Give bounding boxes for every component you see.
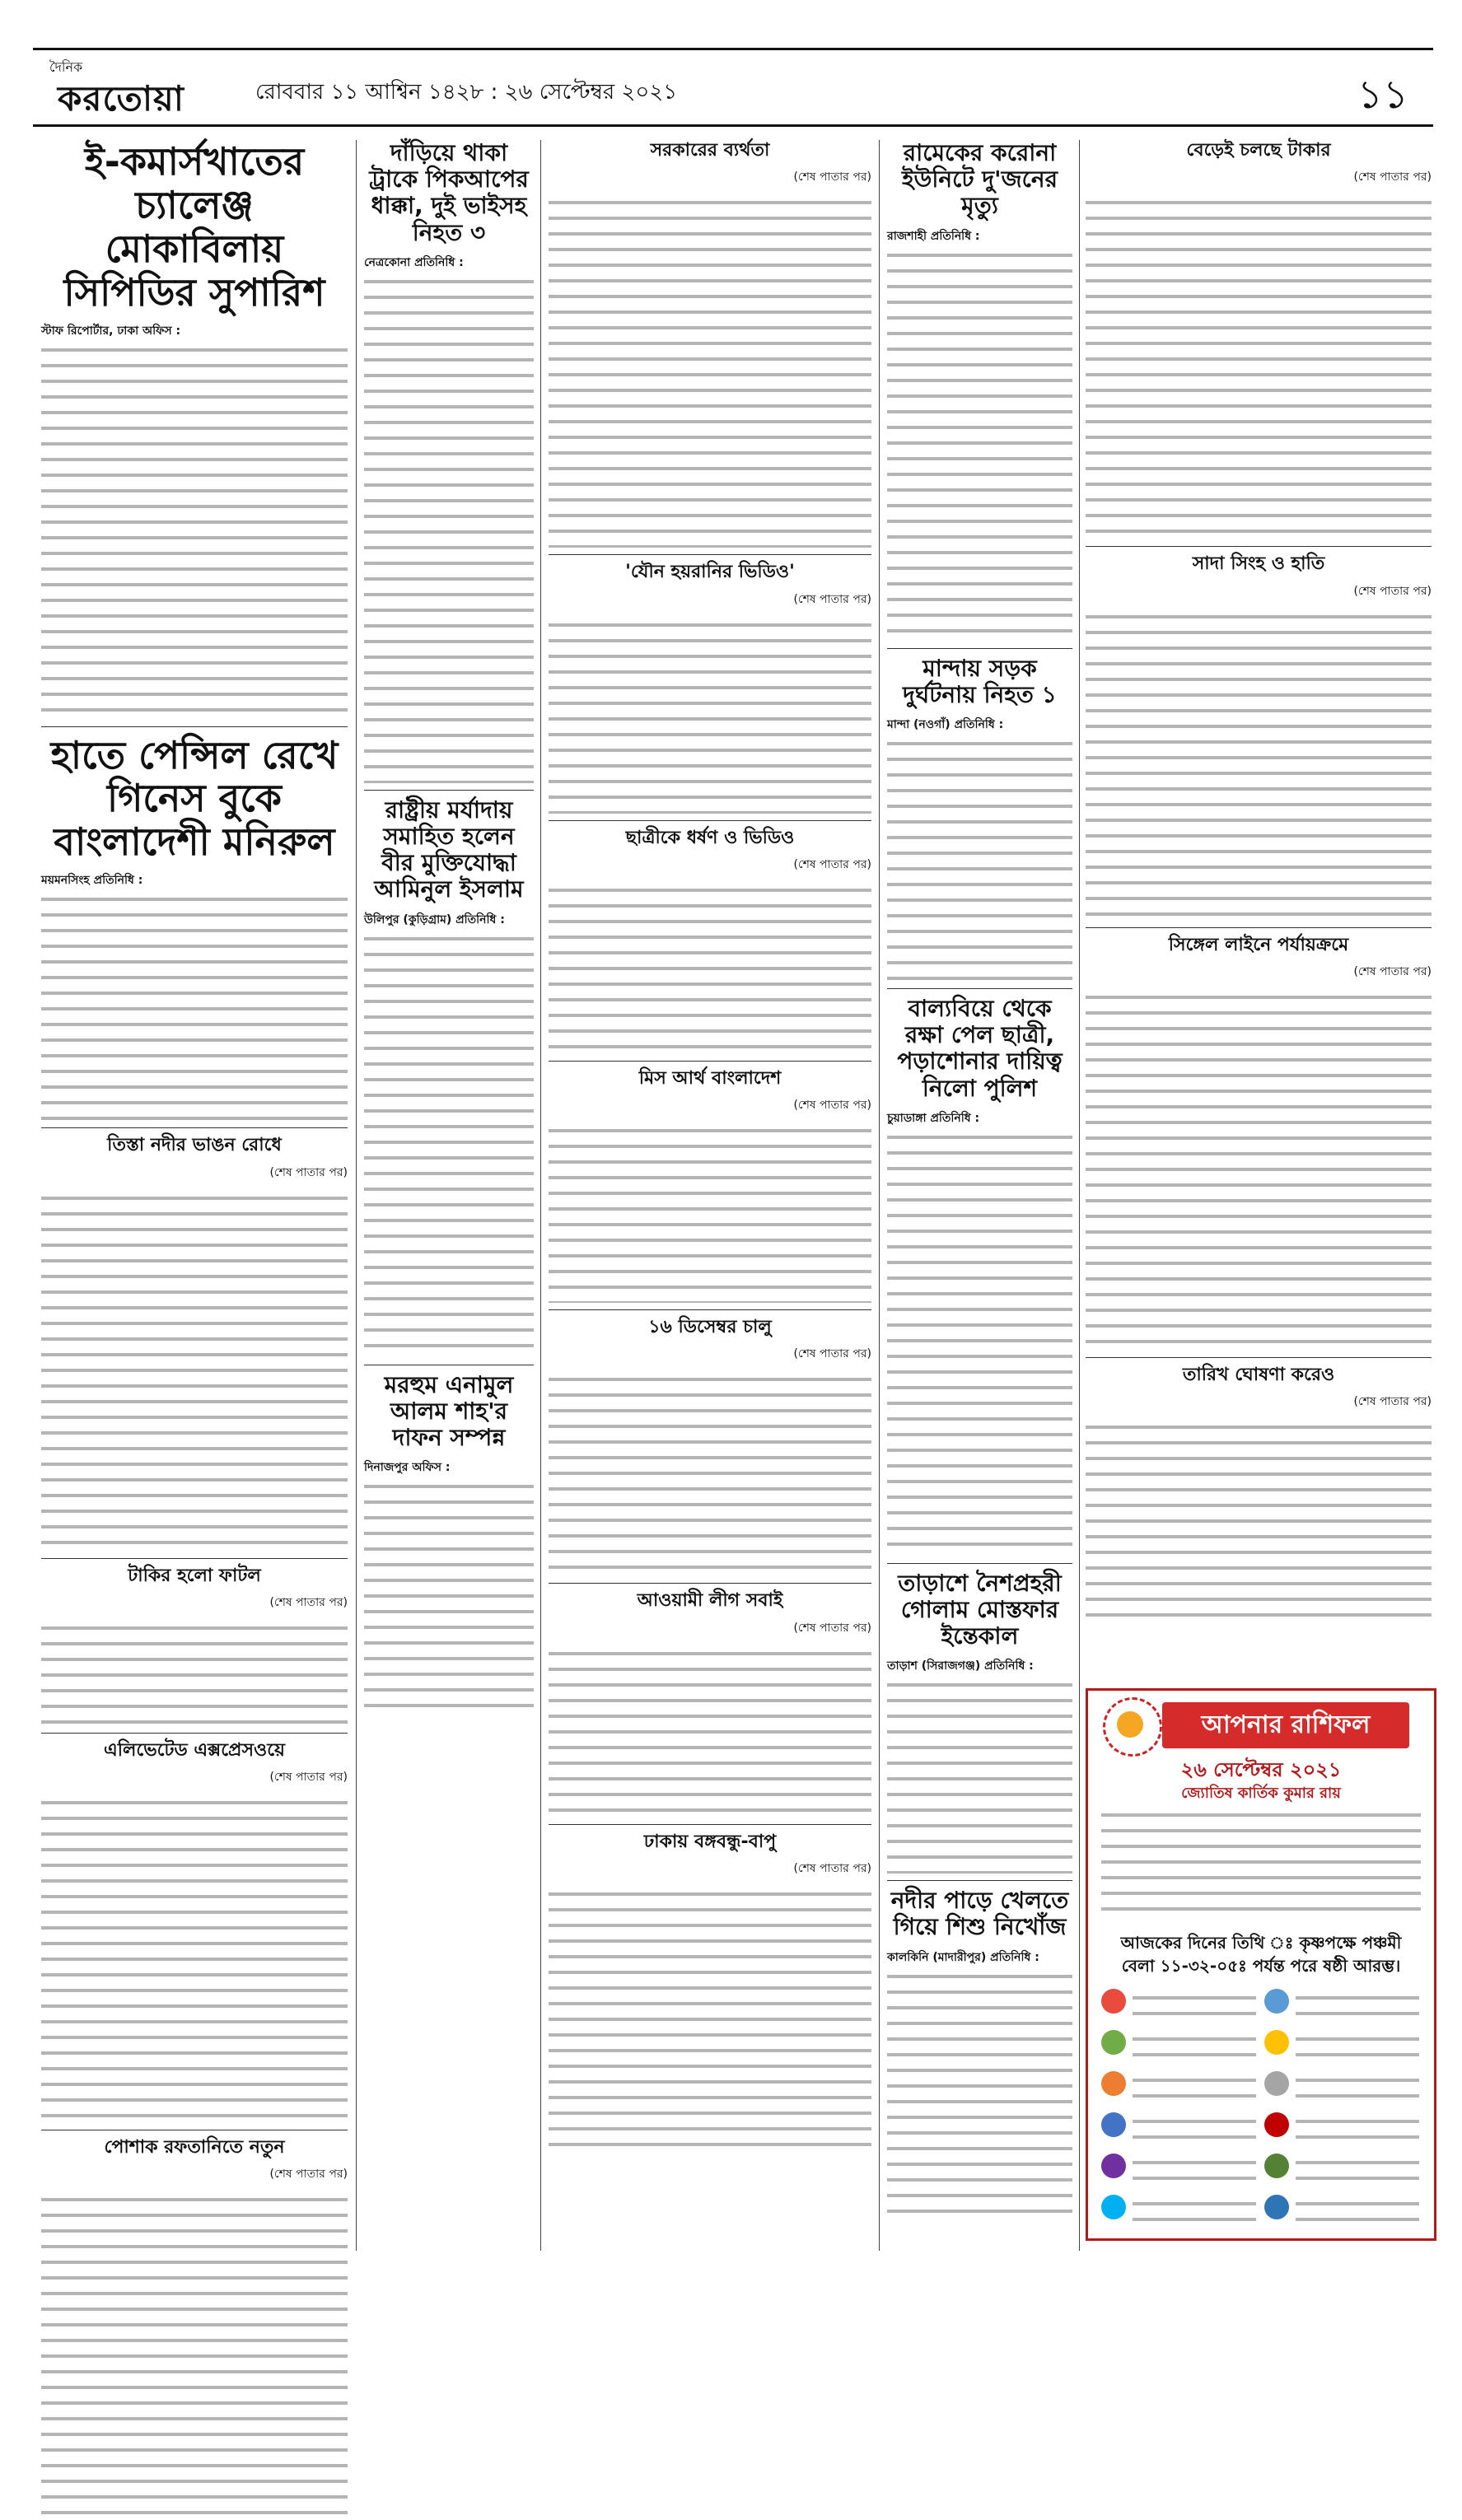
column-rule <box>540 140 541 2251</box>
horoscope-entry <box>1296 1989 1419 2023</box>
article-body <box>364 930 534 1358</box>
today-tithi: আজকের দিনের তিথি ঃ কৃষ্ণপক্ষে পঞ্চমী <box>1120 1933 1402 1953</box>
divider <box>1086 1357 1432 1358</box>
divider <box>549 1061 871 1062</box>
article-byline: উলিপুর (কুড়িগ্রাম) প্রতিনিধি : <box>364 912 505 926</box>
article-headline[interactable]: মিস আর্থ বাংলাদেশ <box>638 1067 782 1089</box>
article-headline[interactable]: বাল্যবিয়ে থেকে রক্ষা পেল ছাত্রী, পড়াশোনার দায়িত্ব নিলো পুলিশ <box>897 994 1063 1102</box>
column-5 <box>1086 140 1432 1674</box>
article-byline: কালকিনি (মাদারীপুর) প্রতিনিধি : <box>887 1950 1039 1964</box>
article-headline[interactable]: পোশাক রফতানিতে নতুন <box>104 2137 285 2158</box>
horoscope-entry <box>1296 2030 1419 2065</box>
article-body <box>1086 194 1432 539</box>
article-byline: নেত্রকোনা প্রতিনিধি : <box>364 255 464 269</box>
article-body <box>887 246 1072 642</box>
article-headline[interactable]: তাড়াশে নৈশপ্রহরী গোলাম মোস্তফার ইন্তেকাল <box>898 1569 1062 1650</box>
article-body <box>549 194 871 548</box>
article-body <box>1086 1418 1432 1624</box>
article-body <box>887 1128 1072 1556</box>
continued-label: (শেষ পাতার পর) <box>1353 584 1432 598</box>
horoscope-entry <box>1296 2154 1419 2188</box>
horoscope-entry <box>1133 2030 1256 2065</box>
horoscope-box <box>1086 1688 1436 2241</box>
article-headline[interactable]: ছাত্রীকে ধর্ষণ ও ভিডিও <box>625 827 795 848</box>
article-headline[interactable]: নদীর পাড়ে খেলতে গিয়ে শিশু নিখোঁজ <box>890 1887 1069 1941</box>
aries-icon <box>1101 1989 1126 2014</box>
horoscope-entry <box>1133 2195 1256 2229</box>
pisces-icon <box>1264 2195 1289 2219</box>
divider <box>41 726 348 727</box>
issue-date: রোববার ১১ আশ্বিন ১৪২৮ : ২৬ সেপ্টেম্বর ২০২১ <box>255 80 678 105</box>
article-body <box>549 1885 871 2157</box>
article-body <box>887 1676 1072 1874</box>
divider <box>41 1558 348 1559</box>
masthead-prefix: দৈনিক <box>49 59 83 75</box>
divider <box>549 1583 871 1584</box>
continued-label: (শেষ পাতার পর) <box>793 1099 871 1113</box>
horoscope-entry <box>1296 2195 1419 2229</box>
astrologer-name: জ্যোতিষ কার্তিক কুমার রায় <box>1181 1785 1341 1802</box>
article-byline: মান্দা (নওগাঁ) প্রতিনিধি : <box>887 717 1004 731</box>
continued-label: (শেষ পাতার পর) <box>1353 1395 1432 1409</box>
article-headline[interactable]: হাতে পেন্সিল রেখে গিনেস বুকে বাংলাদেশী মনিরুল <box>50 732 339 865</box>
divider <box>41 1733 348 1734</box>
divider <box>549 1824 871 1825</box>
article-headline[interactable]: তিস্তা নদীর ভাঙন রোধে <box>107 1135 282 1156</box>
column-rule <box>356 140 357 2251</box>
divider <box>364 790 534 791</box>
article-body <box>41 1189 348 1552</box>
zodiac-wheel-icon <box>1103 1697 1162 1757</box>
article-body <box>41 1619 348 1726</box>
cancer-icon <box>1264 2030 1289 2055</box>
divider <box>1086 546 1432 547</box>
article-body <box>41 2191 348 2520</box>
divider <box>887 988 1072 989</box>
sagittarius-icon <box>1101 2154 1126 2178</box>
article-headline[interactable]: সিঙ্গেল লাইনে পর্যায়ক্রমে <box>1168 934 1349 955</box>
column-rule <box>879 140 880 2251</box>
divider <box>549 820 871 821</box>
virgo-icon <box>1264 2071 1289 2096</box>
column-3 <box>549 140 871 2251</box>
continued-label: (শেষ পাতার পর) <box>269 2168 348 2182</box>
article-headline[interactable]: দাঁড়িয়ে থাকা ট্রাকে পিকআপের ধাক্কা, দুই ভাইসহ নিহত ৩ <box>369 139 529 246</box>
page-number: ১১ <box>1357 72 1408 118</box>
horoscope-date: ২৬ সেপ্টেম্বর ২০২১ <box>1180 1758 1342 1781</box>
continued-label: (শেষ পাতার পর) <box>1353 964 1432 978</box>
scorpio-icon <box>1264 2112 1289 2137</box>
article-body <box>364 273 534 783</box>
article-byline: তাড়াশ (সিরাজগঞ্জ) প্রতিনিধি : <box>887 1659 1034 1673</box>
divider <box>887 1880 1072 1881</box>
article-headline[interactable]: সাদা সিংহ ও হাতি <box>1192 553 1325 575</box>
article-body <box>887 1967 1072 2214</box>
article-headline[interactable]: 'যৌন হয়রানির ভিডিও' <box>625 562 795 583</box>
taurus-icon <box>1264 1989 1289 2014</box>
article-headline[interactable]: তারিখ ঘোষণা করেও <box>1182 1364 1335 1385</box>
article-body <box>41 890 348 1121</box>
article-body <box>549 881 871 1054</box>
horoscope-entry <box>1133 2154 1256 2188</box>
article-byline: দিনাজপুর অফিস : <box>364 1461 451 1475</box>
divider <box>1086 927 1432 928</box>
article-headline[interactable]: মান্দায় সড়ক দুর্ঘটনায় নিহত ১ <box>903 654 1057 708</box>
article-body <box>364 1477 534 1716</box>
divider <box>41 1127 348 1128</box>
column-2 <box>364 140 534 2251</box>
continued-label: (শেষ পাতার পর) <box>793 1621 871 1635</box>
article-body <box>1086 988 1432 1351</box>
today-tithi-time: বেলা ১১-৩২-০৫ঃ পর্যন্ত পরে ষষ্ঠী আরম্ভ। <box>1121 1956 1401 1976</box>
article-body <box>41 341 348 720</box>
continued-label: (শেষ পাতার পর) <box>793 170 871 184</box>
horoscope-title: আপনার রাশিফল <box>1162 1702 1409 1748</box>
gemini-icon <box>1101 2030 1126 2055</box>
aquarius-icon <box>1101 2195 1126 2219</box>
masthead <box>33 48 1433 127</box>
newspaper-name: করতোয়া <box>58 78 185 119</box>
divider <box>887 648 1072 649</box>
continued-label: (শেষ পাতার পর) <box>1353 170 1432 184</box>
continued-label: (শেষ পাতার পর) <box>793 1347 871 1361</box>
divider <box>549 554 871 555</box>
article-byline: রাজশাহী প্রতিনিধি : <box>887 229 980 243</box>
article-body <box>549 1645 871 1818</box>
horoscope-intro <box>1101 1806 1421 1921</box>
column-4 <box>887 140 1072 2251</box>
article-headline[interactable]: আওয়ামী লীগ সবাই <box>637 1590 783 1612</box>
article-headline[interactable]: ই-কমার্সখাতের চ্যালেঞ্জ মোকাবিলায় সিপিডির সুপারিশ <box>63 139 325 315</box>
libra-icon <box>1101 2112 1126 2137</box>
divider <box>887 1563 1072 1564</box>
article-headline[interactable]: সরকারের ব্যর্থতা <box>650 140 770 161</box>
column-rule <box>1079 140 1080 2251</box>
continued-label: (শেষ পাতার পর) <box>269 1771 348 1785</box>
continued-label: (শেষ পাতার পর) <box>793 857 871 871</box>
article-headline[interactable]: ১৬ ডিসেম্বর চালু <box>648 1317 772 1338</box>
article-headline[interactable]: ঢাকায় বঙ্গবন্ধু-বাপু <box>643 1831 777 1852</box>
continued-label: (শেষ পাতার পর) <box>269 1595 348 1609</box>
article-headline[interactable]: রামেকের করোনা ইউনিটে দু'জনের মৃত্যু <box>901 139 1058 220</box>
horoscope-entry <box>1133 2112 1256 2147</box>
capricorn-icon <box>1264 2154 1289 2178</box>
continued-label: (শেষ পাতার পর) <box>793 1862 871 1876</box>
article-headline[interactable]: মরহুম এনামুল আলম শাহ'র দাফন সম্পন্ন <box>384 1370 514 1451</box>
horoscope-entry <box>1296 2071 1419 2106</box>
article-body <box>549 616 871 814</box>
article-body <box>549 1122 871 1303</box>
article-body <box>887 735 1072 982</box>
article-byline: ময়মনসিংহ প্রতিনিধি : <box>41 874 143 888</box>
leo-icon <box>1101 2071 1126 2096</box>
article-headline[interactable]: রাষ্ট্রীয় মর্যাদায় সমাহিত হলেন বীর মুক্তিযোদ্ধা আমিনুল ইসলাম <box>374 796 524 903</box>
article-byline: চুয়াডাঙ্গা প্রতিনিধি : <box>887 1111 980 1125</box>
article-headline[interactable]: বেড়েই চলছে টাকার <box>1186 140 1331 161</box>
article-headline[interactable]: এলিভেটেড এক্সপ্রেসওয়ে <box>103 1739 286 1761</box>
article-body <box>549 1370 871 1576</box>
horoscope-entry <box>1133 2071 1256 2106</box>
article-byline: স্টাফ রিপোর্টার, ঢাকা অফিস : <box>41 324 181 338</box>
article-body <box>1086 608 1432 921</box>
article-headline[interactable]: টাকির হলো ফাটল <box>128 1565 261 1586</box>
divider <box>549 1309 871 1310</box>
horoscope-entry <box>1133 1989 1256 2023</box>
continued-label: (শেষ পাতার পর) <box>793 592 871 606</box>
continued-label: (শেষ পাতার পর) <box>269 1165 348 1179</box>
article-body <box>41 1794 348 2123</box>
horoscope-entry <box>1296 2112 1419 2147</box>
column-1 <box>41 140 348 2251</box>
